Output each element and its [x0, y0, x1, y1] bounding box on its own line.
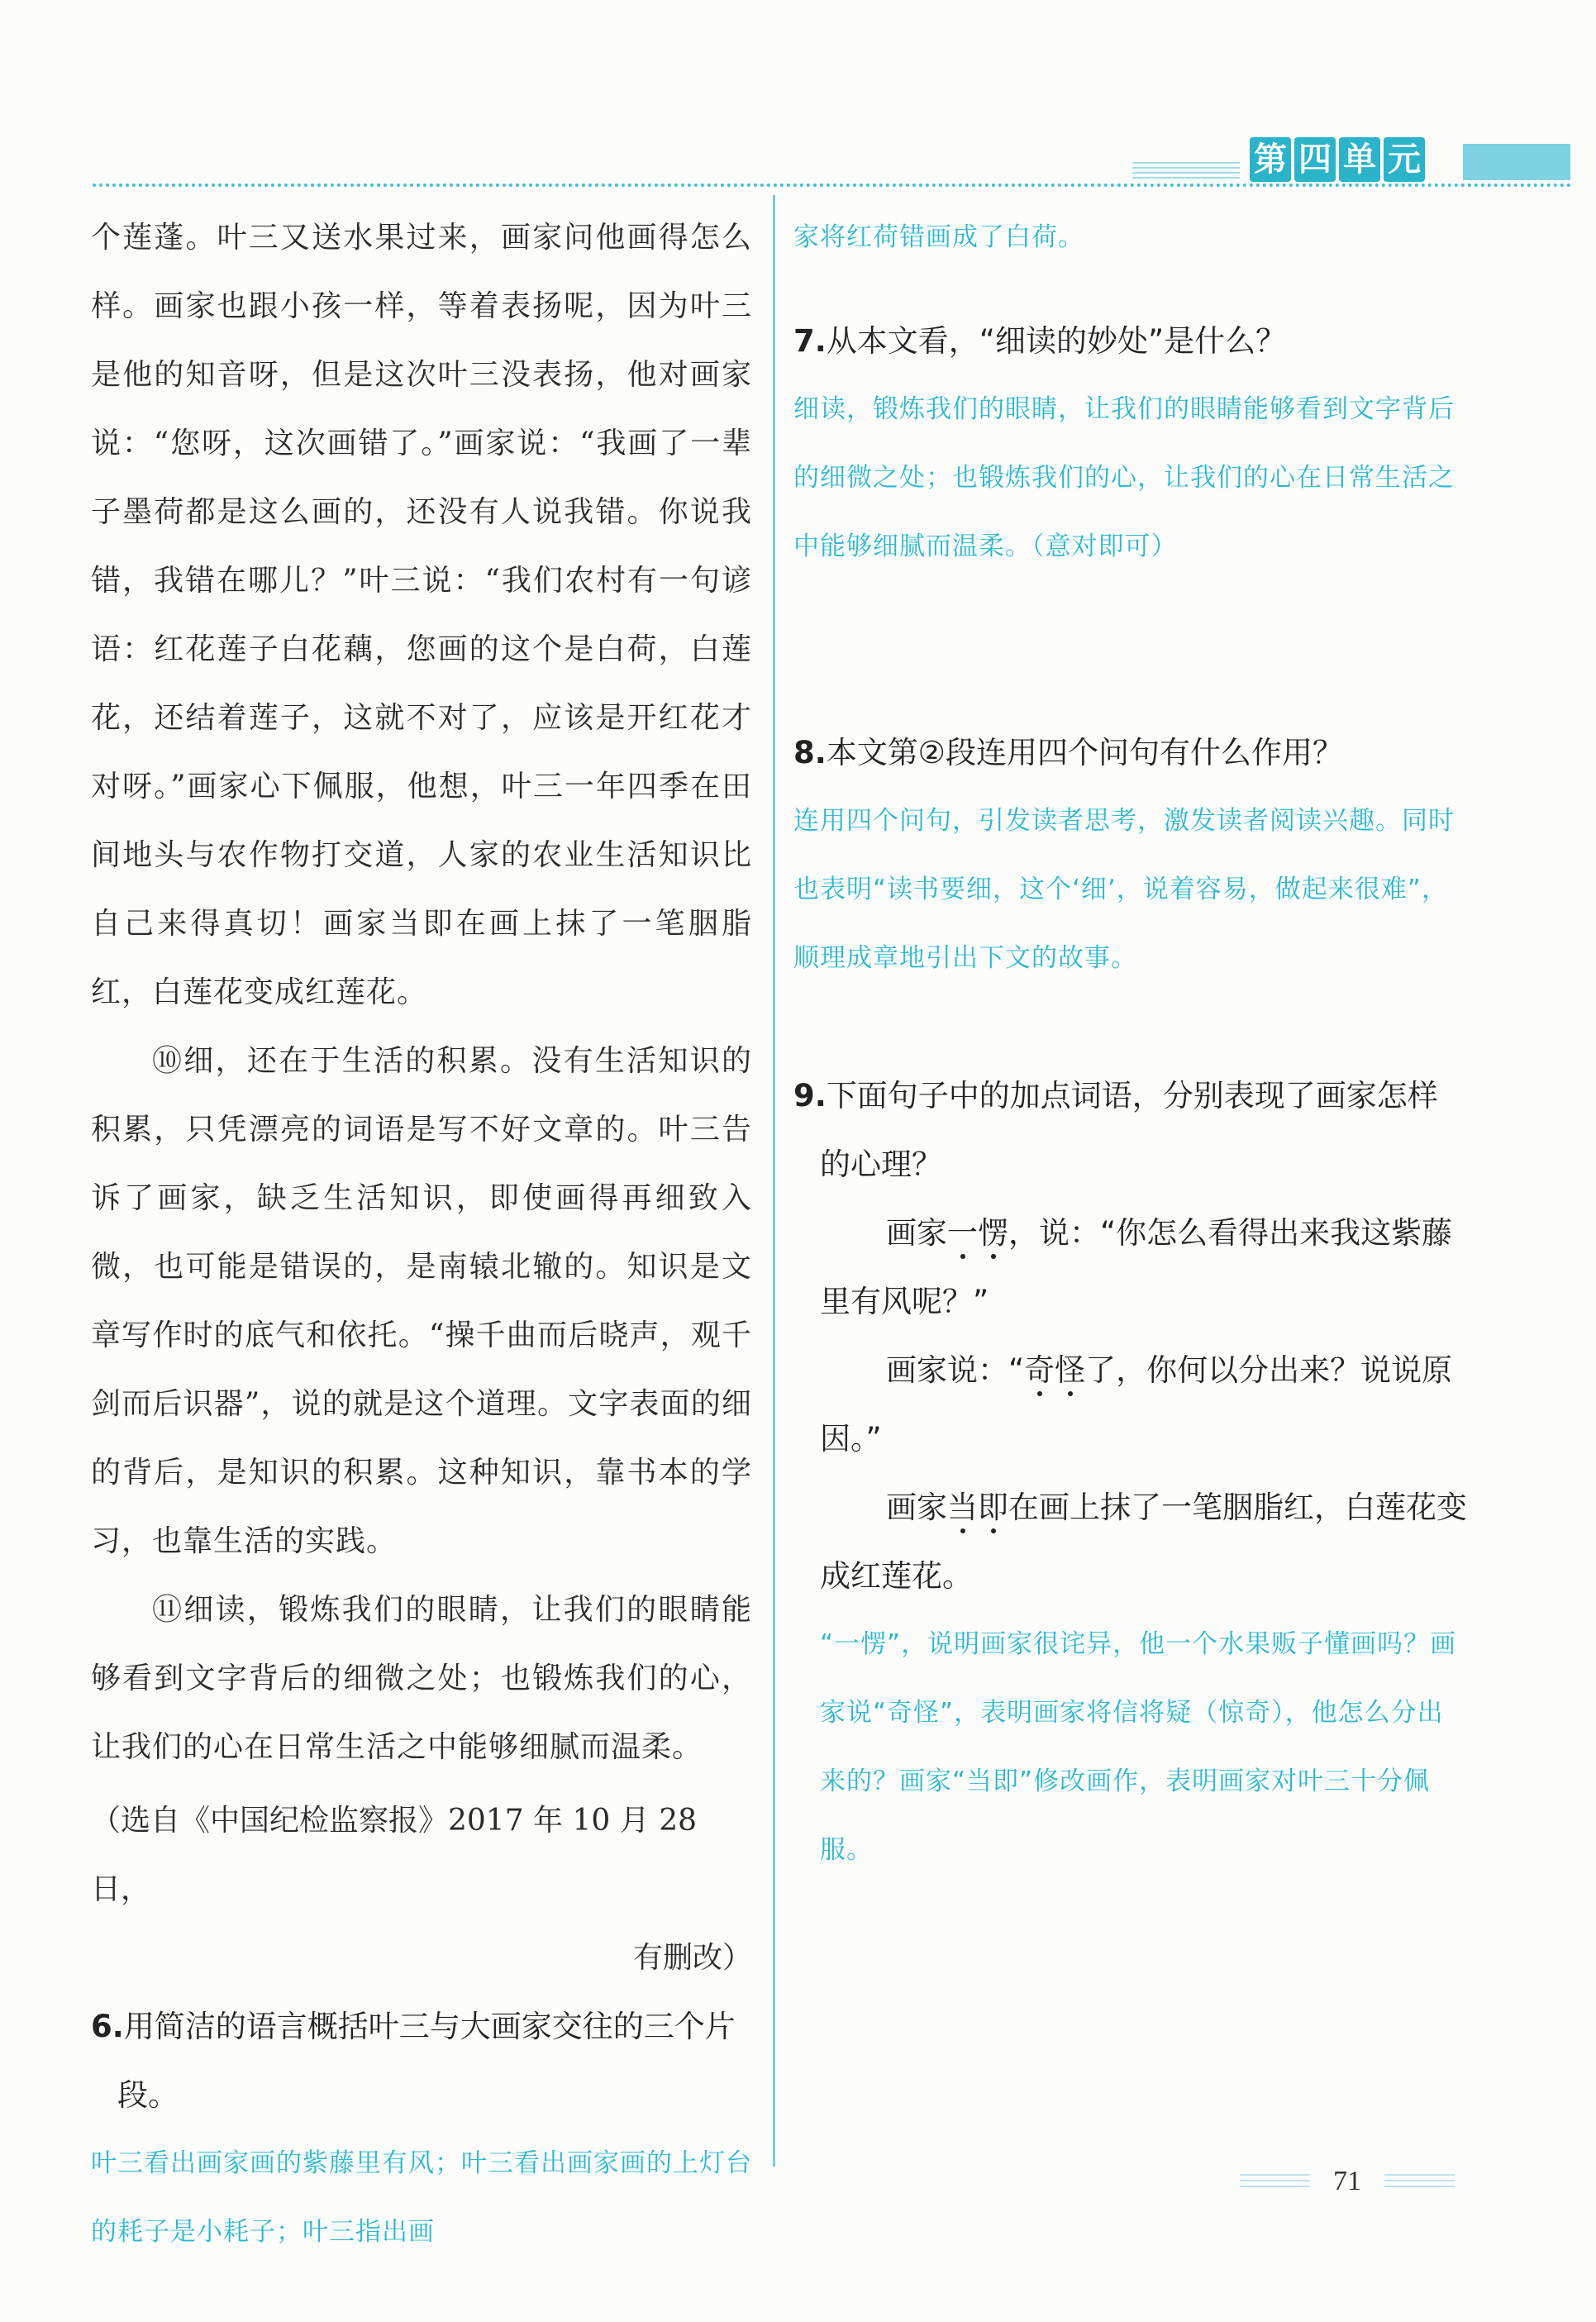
question-9 [793, 1061, 1467, 1885]
sentence-text: 画家说：“ [886, 1352, 1025, 1388]
question-prompt: 从本文看，“细读的妙处”是什么？ [826, 323, 1287, 359]
emphasis-dot-char: 当 [947, 1490, 978, 1525]
emphasized-word [947, 1215, 1008, 1251]
question-number: 7. [793, 323, 827, 359]
question-text [793, 307, 1467, 375]
passage-paragraph-11: ⑪细读，锻炼我们的眼睛，让我们的眼睛能够看到文字背后的细微之处；也锻炼我们的心，让我们的心在日常生活之中能够细腻而温柔。 [91, 1593, 752, 1764]
header-decor-bar [1463, 144, 1570, 180]
question-text [91, 1992, 752, 2129]
answer-text: 连用四个问句，引发读者思考，激发读者阅读兴趣。同时也表明“读书要细，这个‘细’，说着容易，做起来很难”，顺理成章地引出下文的故事。 [793, 806, 1455, 973]
example-sentence-1 [793, 1199, 1467, 1336]
header-divider [93, 184, 1572, 187]
question-6 [91, 1992, 752, 2267]
sentence-text: 了，你何以分出来？说说原因。” [820, 1352, 1453, 1457]
question-prompt: 下面句子中的加点词语，分别表现了画家怎样的心理？ [820, 1078, 1438, 1182]
answer-text: 细读，锻炼我们的眼睛，让我们的眼睛能够看到文字背后的细微之处；也锻炼我们的心，让我们的心在日常生活之中能够细腻而温柔。（意对即可） [793, 394, 1455, 561]
example-sentence-3 [793, 1473, 1467, 1610]
question-text [793, 1061, 1467, 1199]
unit-char: 四 [1294, 137, 1336, 182]
left-column [91, 203, 752, 2267]
question-number: 8. [793, 735, 827, 770]
emphasis-dot-char: 愣 [978, 1215, 1008, 1251]
passage-paragraph-10: ⑩细，还在于生活的积累。没有生活知识的积累，只凭漂亮的词语是写不好文章的。叶三告诉了画家，缺乏生活知识，即使画得再细致入微，也可能是错误的，是南辕北辙的。知识是文章写作时的底气和依托。“操千曲而后晓声，观千剑而后识器”，说的就是这个道理。文字表面的细的背后，是知识的积累。这种知识，靠书本的学习，也靠生活的实践。 [91, 1044, 752, 1558]
emphasis-dot-char: 怪 [1055, 1352, 1086, 1388]
example-sentence-2 [793, 1336, 1467, 1473]
question-prompt: 本文第②段连用四个问句有什么作用？ [826, 735, 1343, 770]
emphasis-dot-char: 奇 [1024, 1352, 1055, 1388]
question-8 [793, 718, 1467, 993]
question-number: 6. [91, 2009, 124, 2044]
answer-text: “一愣”，说明画家很诧异，他一个水果贩子懂画吗？画家说“奇怪”，表明画家将信将疑（惊奇），他怎么分出来的？画家“当即”修改画作，表明画家对叶三十分佩服。 [820, 1629, 1457, 1865]
source-citation: （选自《中国纪检监察报》2017 年 10 月 28 日， [91, 1804, 698, 1906]
sentence-text: ，说：“你怎么看得出来我这紫藤里有风呢？” [820, 1215, 1453, 1319]
emphasized-word [947, 1490, 1008, 1525]
right-column [793, 203, 1467, 1885]
answer-text-continued: 家将红荷错画成了白荷。 [793, 222, 1084, 252]
emphasis-dot-char: 一 [947, 1215, 978, 1251]
question-7 [793, 307, 1467, 581]
answer-text: 叶三看出画家画的紫藤里有风；叶三看出画家画的上灯台的耗子是小耗子；叶三指出画 [91, 2148, 752, 2247]
sentence-text: 画家 [886, 1490, 947, 1525]
header-decor-lines [1132, 162, 1240, 179]
emphasis-dot-char: 即 [978, 1490, 1008, 1525]
question-number: 9. [793, 1078, 827, 1113]
question-prompt: 用简洁的语言概括叶三与大画家交往的三个片段。 [117, 2009, 736, 2113]
emphasized-word [1024, 1352, 1085, 1388]
page-number: 71 [1333, 2166, 1361, 2196]
source-citation-end: 有删改） [632, 1941, 752, 1975]
unit-char: 元 [1384, 137, 1425, 182]
footer-decor-left [1240, 2174, 1310, 2189]
footer-decor-right [1384, 2174, 1455, 2189]
unit-char: 单 [1339, 137, 1380, 182]
sentence-text: 在画上抹了一笔胭脂红，白莲花变成红莲花。 [820, 1490, 1467, 1594]
sentence-text: 画家 [886, 1215, 947, 1251]
column-divider [773, 195, 775, 2167]
unit-char: 第 [1250, 137, 1291, 182]
passage-paragraph: 个莲蓬。叶三又送水果过来，画家问他画得怎么样。画家也跟小孩一样，等着表扬呢，因为叶三是他的知音呀，但是这次叶三没表扬，他对画家说：“您呀，这次画错了。”画家说：“我画了一辈子墨荷都是这么画的，还没有人说我错。你说我错，我错在哪儿？”叶三说：“我们农村有一句谚语：红花莲子白花藕，您画的这个是白荷，白莲花，还结着莲子，这就不对了，应该是开红花才对呀。”画家心下佩服，他想，叶三一年四季在田间地头与农作物打交道，人家的农业生活知识比自己来得真切！画家当即在画上抹了一笔胭脂红，白莲花变成红莲花。 [91, 221, 752, 1009]
question-text [793, 718, 1467, 787]
unit-badge [1250, 137, 1425, 182]
